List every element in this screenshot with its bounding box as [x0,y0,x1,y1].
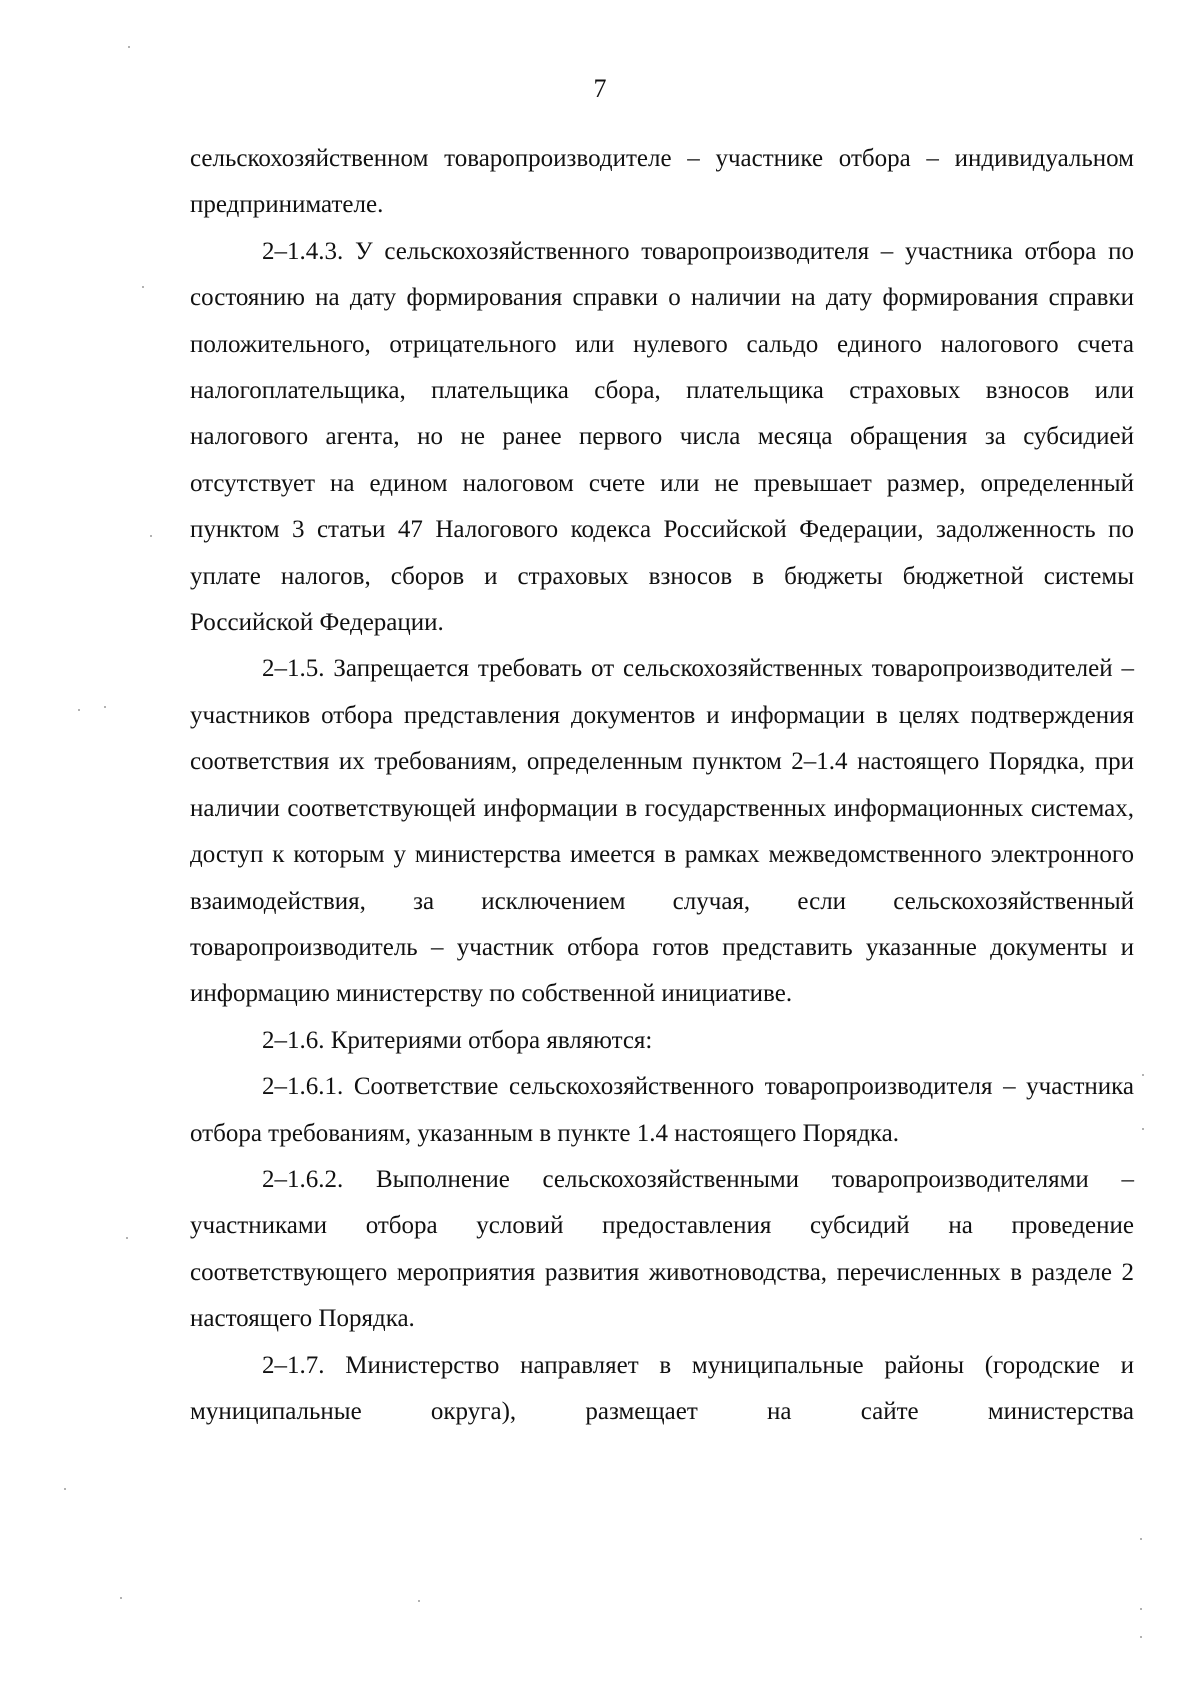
scan-speck [120,1597,122,1599]
paragraph-2-1-7: 2–1.7. Министерство направляет в муниципальные районы (городские и муниципальные округа), размещает на сайте министерства [190,1351,1134,1425]
scan-speck [1142,1074,1144,1076]
page-number: 7 [593,74,607,103]
paragraph-2-1-6: 2–1.6. Критериями отбора являются: [262,1026,653,1054]
scan-speck [126,1237,128,1239]
paragraph-2-1-6-2: 2–1.6.2. Выполнение сельскохозяйственными товаропроизводителями – участниками отбора условий предоставления субсидий на проведение соответствующего мероприятия развития животноводства, перечисленных в разделе 2 настоящего Порядка. [190,1165,1134,1333]
scan-speck [78,709,80,711]
paragraph-2-1-5: 2–1.5. Запрещается требовать от сельскохозяйственных товаропроизводителей – участников отбора представления документов и информации в целях подтверждения соответствия их требованиям, определенным пунктом 2–1.4 настоящего Порядка, при наличии соответствующей информации в государственных информационных системах, доступ к которым у министерства имеется в рамках межведомственного электронного взаимодействия, за исключением случая, если сельскохозяйственный товаропроизводитель – участник отбора готов представить указанные документы и информацию министерству по собственной инициативе. [190,655,1134,1008]
document-body [190,136,1134,1435]
scan-speck [1140,1538,1142,1540]
scan-speck [128,46,130,48]
paragraph-2-1-4-3: 2–1.4.3. У сельскохозяйственного товаропроизводителя – участника отбора по состоянию на дату формирования справки о наличии на дату формирования справки положительного, отрицательного или нулевого сальдо единого налогового счета налогоплательщика, плательщика сбора, плательщика страховых взносов или налогового агента, но не ранее первого числа месяца обращения за субсидией отсутствует на едином налоговом счете или не превышает размер, определенный пунктом 3 статьи 47 Налогового кодекса Российской Федерации, задолженность по уплате налогов, сборов и страховых взносов в бюджеты бюджетной системы Российской Федерации. [190,237,1134,637]
paragraph-2-1-6-1: 2–1.6.1. Соответствие сельскохозяйственного товаропроизводителя – участника отбора требованиям, указанным в пункте 1.4 настоящего Порядка. [190,1073,1134,1147]
scan-speck [1140,1608,1142,1610]
scan-speck [64,1488,66,1490]
scan-speck [150,535,152,537]
paragraph-continuation: сельскохозяйственном товаропроизводителе – участнике отбора – индивидуальном предпринимателе. [190,145,1134,219]
scan-speck [418,1600,420,1602]
scan-speck [142,286,144,288]
scan-speck [1140,1636,1142,1638]
scan-speck [1142,1128,1144,1130]
scan-speck [104,706,106,708]
